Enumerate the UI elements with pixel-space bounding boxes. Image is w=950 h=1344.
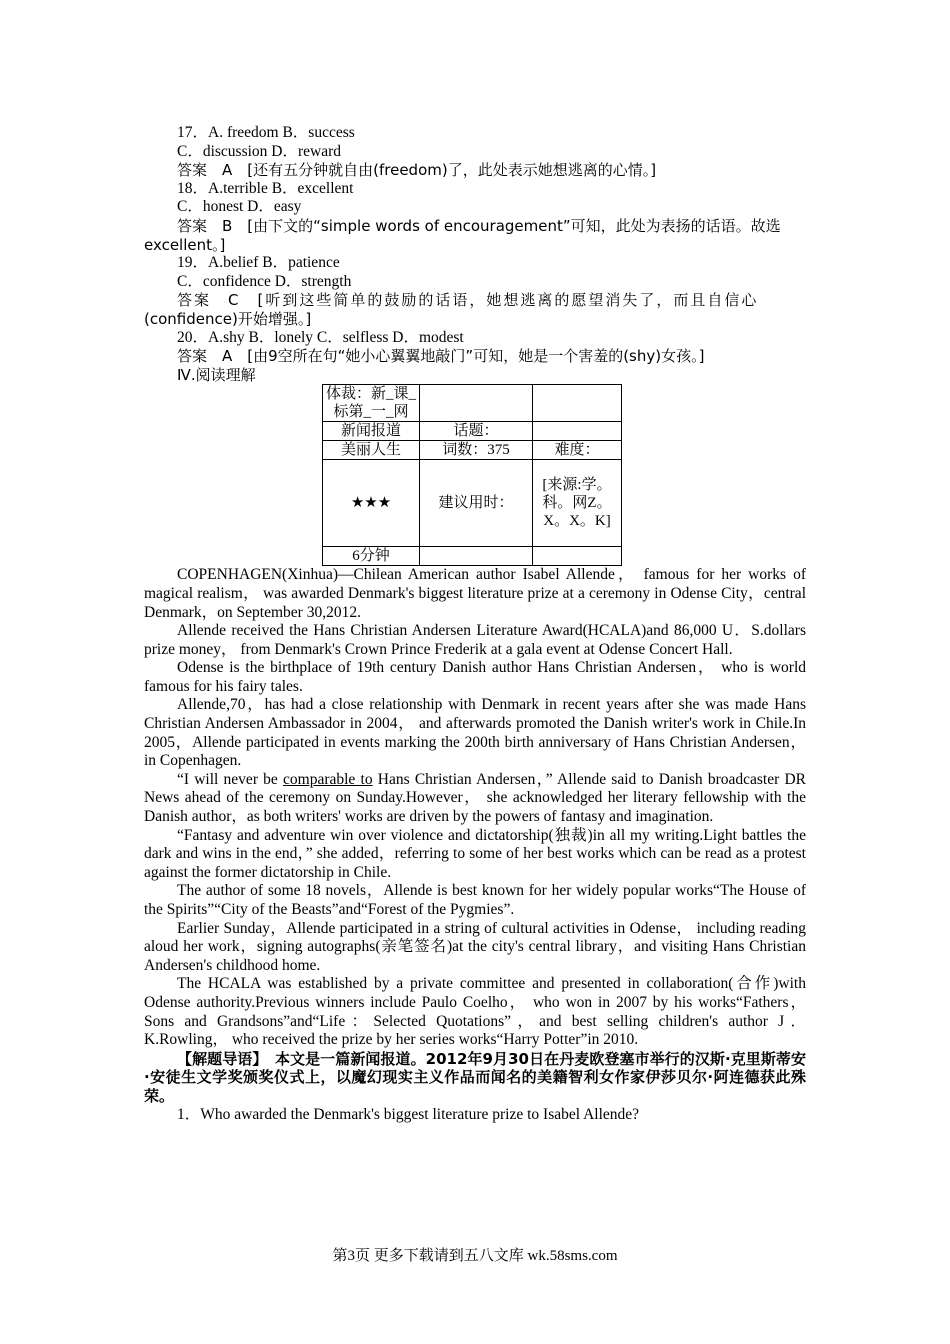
info-table (322, 384, 622, 566)
q19-options-1: 19．A.belief B．patience (177, 254, 340, 272)
q19-answer: 答案 C [听到这些简单的鼓励的话语，她想逃离的愿望消失了，而且自信心 (177, 291, 759, 310)
q19-answer-cont: (confidence)开始增强。] (144, 309, 312, 328)
passage (144, 566, 806, 1124)
quote-start: “I will never be (177, 770, 284, 788)
info-empty-1 (420, 385, 533, 422)
info-wordcount: 词数：375 (420, 441, 533, 460)
info-subject: 美丽人生 (323, 441, 420, 460)
q18-options-2: C．honest D．easy (177, 198, 302, 216)
page-footer: 第3页 更多下载请到五八文库 wk.58sms.com (332, 1248, 618, 1264)
info-empty-4 (420, 547, 533, 566)
q17-options-1: 17．A. freedom B．success (177, 124, 355, 141)
passage-paragraph: Odense is the birthplace of 19th century Danish author Hans Christian Andersen， who is world famous for his fairy tales. (144, 659, 806, 695)
passage-paragraph (144, 771, 806, 827)
quote-rest: Hans Christian Andersen，” Allende said to Danish broadcaster DR News ahead of the ceremony on Sunday.However， she acknowledged her literary fellowship with the Danish author，as both writers' works are driven by the powers of fantasy and imagination. (144, 770, 806, 826)
guide-paragraph: 【解题导语】 本文是一篇新闻报道。2012年9月30日在丹麦欧登塞市举行的汉斯·克里斯蒂安·安徒生文学奖颁奖仪式上，以魔幻现实主义作品而闻名的美籍智利女作家伊莎贝尔·阿连德获此殊荣。 (144, 1049, 806, 1105)
section-title: Ⅳ.阅读理解 (177, 365, 256, 384)
info-topic: 话题： (420, 422, 533, 441)
info-source: [来源:学。科。网Z。X。X。K] (533, 460, 622, 547)
passage-paragraph: “Fantasy and adventure win over violence and dictatorship(独裁)in all my writing.Light battles the dark and wins in the end，” she added，referring to some of her best works which can be read as a protest against the former dictatorship in Chile. (144, 826, 806, 881)
info-empty-5 (533, 547, 622, 566)
document-body (144, 124, 806, 1124)
passage-paragraph: The HCALA was established by a private committee and presented in collaboration(合作)with Odense authority.Previous winners include Paulo Coelho， who won in 2007 by his works“Fathers，Sons and Grandsons”and“Life：Selected Quotations”，and best selling children's author J． K.Rowling， who received the prize by her series works“Harry Potter”in 2010. (144, 975, 806, 1049)
info-difficulty: 难度： (533, 441, 622, 460)
q19-options-2: C．confidence D．strength (177, 272, 352, 290)
info-time: 6分钟 (323, 547, 420, 566)
info-time-label: 建议用时： (420, 460, 533, 547)
info-genre: 体裁：新_课_标第_一_网 (323, 385, 420, 422)
passage-paragraph: Earlier Sunday，Allende participated in a string of cultural activities in Odense， including reading aloud her work，signing autographs(亲笔签名)at the city's central library，and visiting Hans Christian Andersen's childhood home. (144, 919, 806, 974)
q18-options-1: 18．A.terrible B．excellent (177, 179, 354, 197)
question-1: 1．Who awarded the Denmark's biggest literature prize to Isabel Allende? (177, 1105, 640, 1123)
passage-paragraph: Allende,70，has had a close relationship with Denmark in recent years after she was made Hans Christian Andersen Ambassador in 2004， and afterwards promoted the Danish writer's work in Chile.In 2005，Allende participated in events marking the 200th birth anniversary of Hans Christian Andersen，in Copenhagen. (144, 696, 806, 770)
passage-paragraph: Allende received the Hans Christian Andersen Literature Award(HCALA)and 86,000 U．S.dollars prize money， from Denmark's Crown Prince Frederik at a gala event at Odense Concert Hall. (144, 622, 806, 658)
q20-options: 20．A.shy B．lonely C．selfless D．modest (177, 328, 464, 346)
info-empty-3 (533, 422, 622, 441)
passage-paragraph: COPENHAGEN(Xinhua)—Chilean American author Isabel Allende， famous for her works of magical realism， was awarded Denmark's biggest literature prize at a ceremony in Odense City，central Denmark，on September 30,2012. (144, 566, 806, 621)
q20-answer: 答案 A [由9空所在句“她小心翼翼地敲门”可知，她是一个害羞的(shy)女孩。] (177, 347, 705, 366)
q18-answer-cont: excellent。] (144, 235, 226, 254)
info-type: 新闻报道 (323, 422, 420, 441)
info-empty-2 (533, 385, 622, 422)
q17-options-2: C．discussion D．reward (177, 142, 342, 160)
passage-paragraph: The author of some 18 novels，Allende is best known for her widely popular works“The House of the Spirits”“City of the Beasts”and“Forest of the Pygmies”. (144, 882, 806, 918)
underlined-phrase: comparable to (283, 770, 373, 788)
info-stars: ★★★ (323, 460, 420, 547)
q18-answer: 答案 B [由下文的“simple words of encouragement”可知，此处为表扬的话语。故选 (177, 216, 781, 235)
q17-answer: 答案 A [还有五分钟就自由(freedom)了，此处表示她想逃离的心情。] (177, 161, 657, 180)
